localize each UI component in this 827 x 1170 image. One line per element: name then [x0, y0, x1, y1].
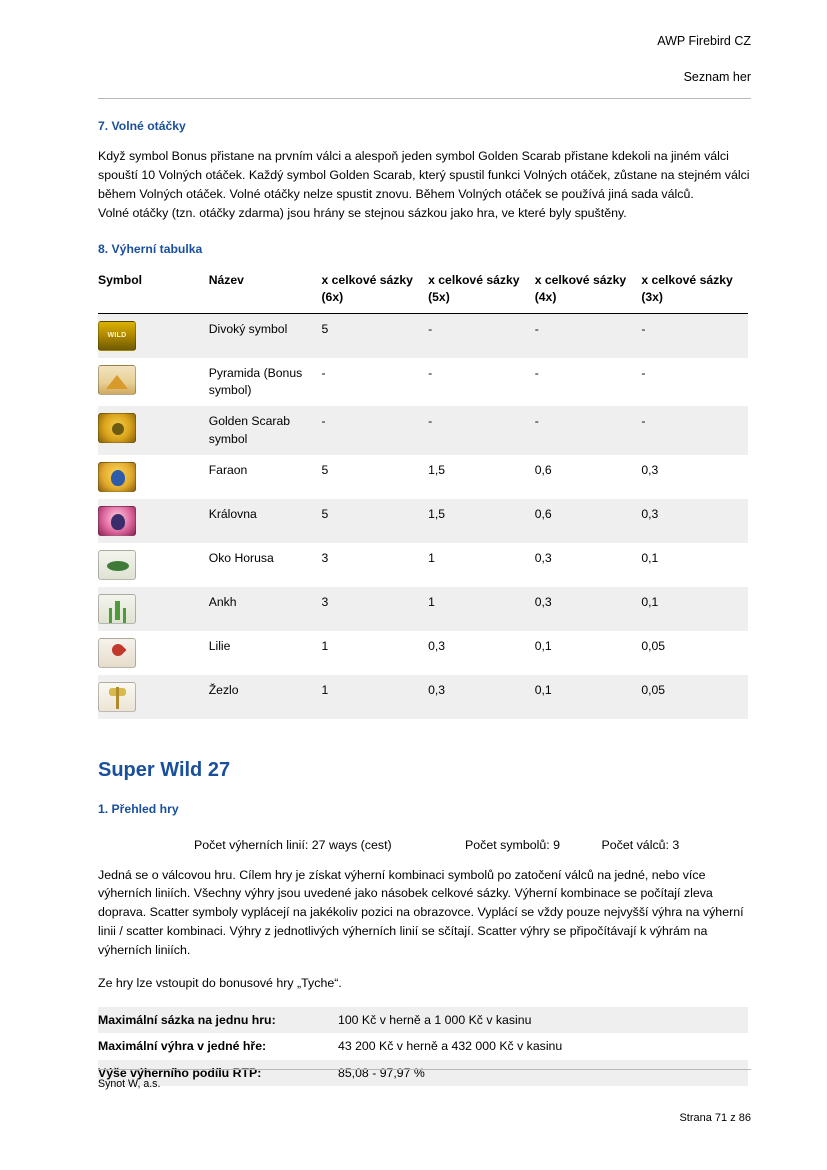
paytable-cell-m5: 1	[428, 550, 435, 565]
paytable-cell-m5: 0,3	[428, 638, 446, 653]
fact-symbol-count: Počet symbolů: 9	[465, 837, 561, 852]
paytable-cell-m4: 0,6	[534, 506, 552, 521]
game-facts-row	[98, 838, 751, 852]
kralovna-icon	[98, 506, 136, 536]
paytable	[98, 272, 748, 718]
table-row	[98, 1007, 748, 1034]
table-row	[98, 314, 748, 359]
paytable-cell-m6: 1	[321, 682, 329, 697]
header-divider	[98, 98, 751, 99]
header-document-title: AWP Firebird CZ	[657, 34, 751, 48]
game-paragraph-1: Jedná se o válcovou hru. Cílem hry je získat výherní kombinaci symbolů po zatočení válců na jedné, nebo více výherních liniích. Všechny výhry jsou uvedené jako násobek celkové sázky. Výherní kombinace se počítají zleva doprava. Scatter symboly vyplácejí na jakékoliv pozici na obrazovce. Vyplácí se vždy pouze nejvyšší výhra na výherní linii / scatter kombinaci. Výhry z jednotlivých výherních linií se sčítají. Scatter výhry se připočítávají k výhrám na výherních liniích.	[98, 867, 744, 957]
paytable-cell-symbol	[98, 455, 209, 499]
limit-value-rtp: 85,08 - 97,97 %	[338, 1065, 425, 1080]
free-spins-text	[98, 147, 751, 222]
table-row	[98, 587, 748, 631]
paytable-cell-name: Divoký symbol	[208, 322, 288, 337]
paytable-col-multiplier-3x: x celkové sázky (3x)	[641, 273, 733, 304]
paytable-col-multiplier-6x: x celkové sázky (6x)	[321, 273, 413, 304]
paytable-cell-m5: -	[428, 366, 433, 381]
paytable-col-symbol: Symbol	[98, 273, 143, 288]
table-row	[98, 406, 748, 454]
paytable-cell-name: Lilie	[208, 638, 231, 653]
free-spins-paragraph-1: Když symbol Bonus přistane na prvním válci a alespoň jeden symbol Golden Scarab přistane kdekoli na jiném válci spouští 10 Volných otáček. Každý symbol Golden Scarab, který spustil funkci Volných otáček, zůstane na stejném válci během Volných otáček. Volné otáčky nelze spustit znovu. Během Volných otáček se používá jiná sada válců.	[98, 149, 750, 201]
table-row	[98, 1033, 748, 1060]
section-heading-paytable: 8. Výherní tabulka	[98, 242, 203, 257]
limit-value-max-bet: 100 Kč v herně a 1 000 Kč v kasinu	[338, 1012, 532, 1027]
footer-page-number: Strana 71 z 86	[679, 1112, 751, 1124]
paytable-cell-m4: -	[534, 366, 539, 381]
paytable-body	[98, 314, 748, 719]
faraon-icon	[98, 462, 136, 492]
paytable-cell-m3: -	[641, 366, 646, 381]
paytable-cell-name: Ankh	[208, 594, 237, 609]
free-spins-paragraph-2: Volné otáčky (tzn. otáčky zdarma) jsou hrány se stejnou sázkou jako hra, ve které byly spuštěny.	[98, 205, 627, 220]
zezlo-icon	[98, 682, 136, 712]
limit-label-max-bet: Maximální sázka na jednu hru:	[98, 1012, 276, 1027]
page-header	[98, 34, 751, 84]
game-description-2	[98, 974, 751, 993]
section-heading-free-spins: 7. Volné otáčky	[98, 119, 186, 133]
table-row	[98, 675, 748, 719]
paytable-cell-m6: 5	[321, 322, 329, 337]
paytable-cell-symbol	[98, 314, 209, 359]
paytable-cell-m3: -	[641, 414, 646, 429]
paytable-cell-symbol	[98, 406, 209, 454]
ankh-icon	[98, 594, 136, 624]
paytable-cell-m3: 0,05	[641, 682, 666, 697]
paytable-cell-m3: 0,1	[641, 550, 659, 565]
paytable-col-name: Název	[208, 273, 244, 288]
paytable-cell-m5: 0,3	[428, 682, 446, 697]
page-footer	[98, 1069, 751, 1124]
header-document-subtitle: Seznam her	[683, 70, 751, 84]
paytable-cell-m3: -	[641, 322, 646, 337]
paytable-cell-name: Královna	[208, 506, 257, 521]
paytable-cell-m6: 3	[321, 550, 329, 565]
paytable-cell-symbol	[98, 631, 209, 675]
fact-reel-count: Počet válců: 3	[601, 837, 680, 852]
fact-paylines: Počet výherních linií: 27 ways (cest)	[194, 837, 392, 852]
table-row	[98, 455, 748, 499]
paytable-cell-name: Žezlo	[208, 682, 239, 697]
wild-symbol-icon	[98, 321, 136, 351]
paytable-cell-m4: 0,6	[534, 462, 552, 477]
paytable-cell-m5: 1,5	[428, 506, 446, 521]
lilie-icon	[98, 638, 136, 668]
paytable-cell-name: Golden Scarab symbol	[208, 414, 291, 446]
limit-label-rtp: Výše výherního podílu RTP:	[98, 1065, 262, 1080]
paytable-cell-m4: -	[534, 414, 539, 429]
paytable-col-multiplier-5x: x celkové sázky (5x)	[428, 273, 520, 304]
golden-scarab-icon	[98, 413, 136, 443]
paytable-cell-m4: 0,3	[534, 550, 552, 565]
paytable-cell-name: Faraon	[208, 462, 248, 477]
paytable-cell-m6: 3	[321, 594, 329, 609]
game-description-1	[98, 866, 751, 960]
paytable-cell-m6: 5	[321, 506, 329, 521]
table-row	[98, 499, 748, 543]
paytable-col-multiplier-4x: x celkové sázky (4x)	[534, 273, 627, 304]
game-title: Super Wild 27	[98, 758, 231, 781]
section-heading-overview: 1. Přehled hry	[98, 801, 179, 816]
paytable-cell-m6: 5	[321, 462, 329, 477]
footer-divider	[98, 1069, 751, 1070]
paytable-cell-symbol	[98, 358, 209, 406]
footer-company: Synot W, a.s.	[98, 1078, 161, 1090]
paytable-cell-symbol	[98, 499, 209, 543]
table-row	[98, 631, 748, 675]
footer-row	[98, 1078, 751, 1090]
paytable-cell-m5: -	[428, 322, 433, 337]
limit-value-max-win: 43 200 Kč v herně a 432 000 Kč v kasinu	[338, 1039, 563, 1054]
paytable-cell-m5: 1	[428, 594, 435, 609]
table-row	[98, 358, 748, 406]
limit-label-max-win: Maximální výhra v jedné hře:	[98, 1039, 267, 1054]
paytable-cell-m6: 1	[321, 638, 329, 653]
game-paragraph-2: Ze hry lze vstoupit do bonusové hry „Tyche“.	[98, 975, 342, 990]
paytable-head	[98, 272, 748, 313]
paytable-cell-m3: 0,05	[641, 638, 666, 653]
paytable-cell-m6: -	[321, 366, 326, 381]
paytable-header-row	[98, 272, 748, 313]
paytable-cell-m4: -	[534, 322, 539, 337]
paytable-cell-m4: 0,3	[534, 594, 552, 609]
paytable-cell-m5: -	[428, 414, 433, 429]
table-row	[98, 543, 748, 587]
oko-horusa-icon	[98, 550, 136, 580]
paytable-cell-m6: -	[321, 414, 326, 429]
paytable-cell-m5: 1,5	[428, 462, 446, 477]
pyramid-bonus-icon	[98, 365, 136, 395]
paytable-cell-m3: 0,3	[641, 506, 659, 521]
paytable-cell-m3: 0,1	[641, 594, 659, 609]
paytable-cell-m3: 0,3	[641, 462, 659, 477]
paytable-cell-symbol	[98, 587, 209, 631]
paytable-cell-name: Pyramida (Bonus symbol)	[208, 366, 303, 398]
paytable-cell-m4: 0,1	[534, 638, 552, 653]
footer-page-row	[98, 1112, 751, 1124]
paytable-cell-name: Oko Horusa	[208, 550, 274, 565]
paytable-cell-symbol	[98, 543, 209, 587]
paytable-cell-m4: 0,1	[534, 682, 552, 697]
paytable-cell-symbol	[98, 675, 209, 719]
